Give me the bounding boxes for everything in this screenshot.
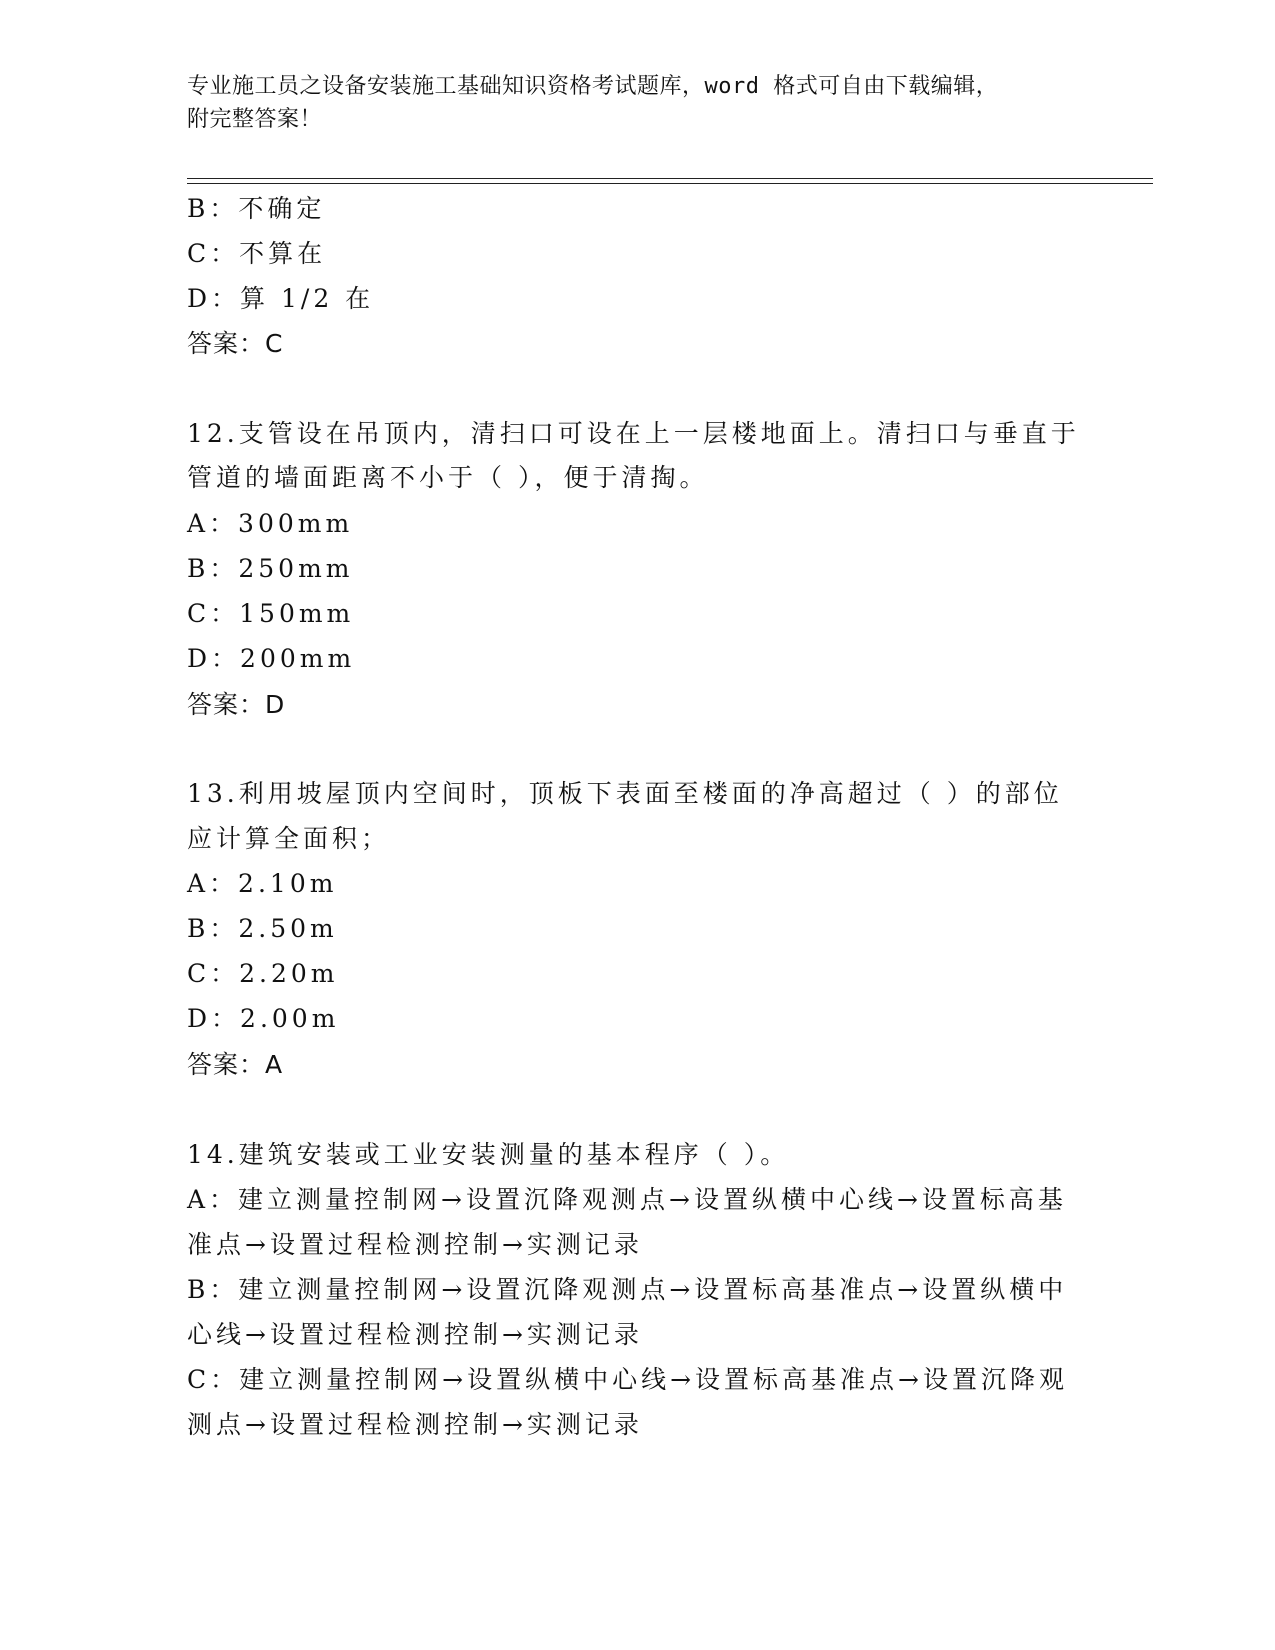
q13-option-d: D：2.00m	[187, 1004, 340, 1033]
q14-option-a-line-2: 准点→设置过程检测控制→实测记录	[187, 1230, 643, 1259]
q12-stem-line-2: 管道的墙面距离不小于（ ），便于清掏。	[187, 463, 709, 492]
q12-answer: 答案：D	[187, 690, 286, 719]
header-line-2: 附完整答案！	[187, 107, 323, 132]
q12-option-a: A：300mm	[187, 509, 354, 538]
q14-option-c-line-1: C：建立测量控制网→设置纵横中心线→设置标高基准点→设置沉降观	[187, 1365, 1068, 1394]
q14-option-b-line-2: 心线→设置过程检测控制→实测记录	[187, 1320, 643, 1349]
q14-option-b-line-1: B：建立测量控制网→设置沉降观测点→设置标高基准点→设置纵横中	[187, 1275, 1068, 1304]
q12-option-c: C：150mm	[187, 599, 355, 628]
q11-option-b: B：不确定	[187, 194, 326, 223]
q14-option-c-line-2: 测点→设置过程检测控制→实测记录	[187, 1410, 643, 1439]
q12-option-d: D：200mm	[187, 644, 356, 673]
q13-stem-line-1: 13.利用坡屋顶内空间时，顶板下表面至楼面的净高超过（ ）的部位	[187, 779, 1063, 808]
q13-option-c: C：2.20m	[187, 959, 339, 988]
document-header	[187, 70, 1067, 136]
header-divider-top	[187, 178, 1153, 179]
q11-option-d: D：算 1/2 在	[187, 284, 375, 313]
q12-stem-line-1: 12.支管设在吊顶内，清扫口可设在上一层楼地面上。清扫口与垂直于	[187, 419, 1080, 448]
q14-stem: 14.建筑安装或工业安装测量的基本程序（ ）。	[187, 1140, 790, 1169]
header-line-1: 专业施工员之设备安装施工基础知识资格考试题库，word 格式可自由下载编辑，	[187, 74, 999, 99]
q11-option-c: C：不算在	[187, 239, 327, 268]
header-divider-bottom	[187, 183, 1153, 184]
q13-stem-line-2: 应计算全面积；	[187, 824, 391, 853]
q14-option-a-line-1: A：建立测量控制网→设置沉降观测点→设置纵横中心线→设置标高基	[187, 1185, 1067, 1214]
q13-answer: 答案：A	[187, 1050, 284, 1079]
q11-answer: 答案：C	[187, 329, 284, 358]
q12-option-b: B：250mm	[187, 554, 354, 583]
q13-option-b: B：2.50m	[187, 914, 338, 943]
q13-option-a: A：2.10m	[187, 869, 338, 898]
